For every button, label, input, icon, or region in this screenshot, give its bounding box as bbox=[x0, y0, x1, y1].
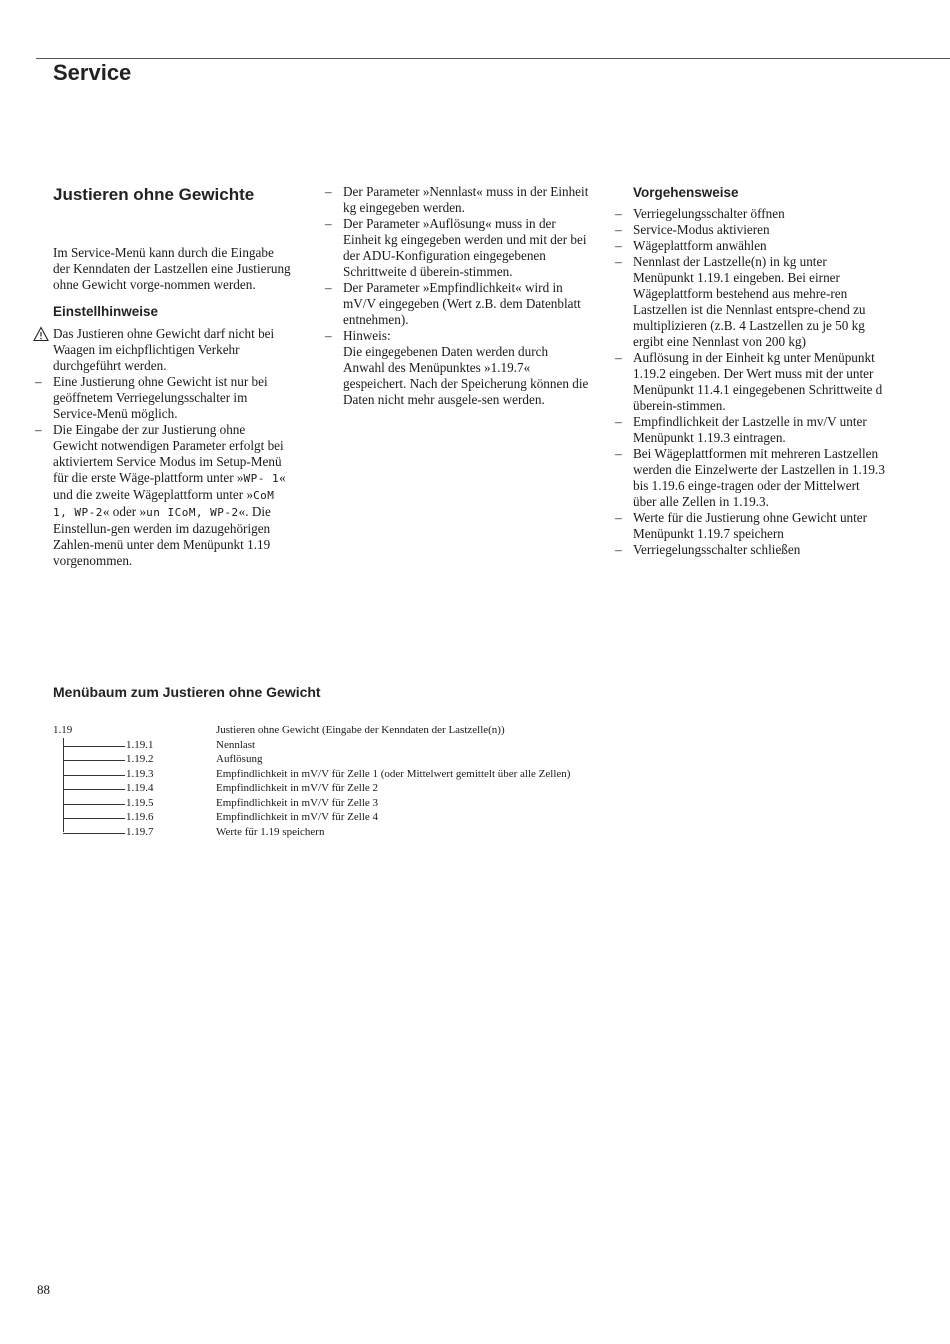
tree-branch-line bbox=[63, 789, 125, 790]
list-item-text: Wägeplattform anwählen bbox=[633, 238, 767, 253]
warning-triangle-icon bbox=[33, 326, 49, 342]
list-item-text: Verriegelungsschalter schließen bbox=[633, 542, 801, 557]
dash-bullet: – bbox=[615, 350, 622, 365]
parameter-list bbox=[325, 184, 590, 408]
list-item-text: «. Die Einstellun-gen werden im dazugehörigen Zahlen-menü unter dem Menüpunkt 1.19 vorgenommen. bbox=[53, 504, 271, 568]
subheading-einstellhinweise: Einstellhinweise bbox=[53, 304, 159, 319]
list-item-text: Empfindlichkeit der Lastzelle in mv/V unter Menüpunkt 1.19.3 eintragen. bbox=[633, 414, 867, 445]
list-item bbox=[615, 446, 885, 510]
hint-list bbox=[35, 326, 293, 569]
list-item bbox=[615, 238, 885, 254]
list-item-text: Die Eingabe der zur Justierung ohne Gewicht notwendigen Parameter erfolgt bei aktiviertem Service Modus im Setup-Menü für die erste Wäge-plattform unter » bbox=[53, 422, 284, 485]
dash-bullet: – bbox=[615, 222, 622, 237]
list-item bbox=[615, 254, 885, 350]
menu-tree bbox=[53, 723, 673, 839]
list-item bbox=[325, 216, 590, 280]
list-item bbox=[325, 184, 590, 216]
page-number: 88 bbox=[37, 1282, 50, 1297]
dash-bullet: – bbox=[615, 238, 622, 253]
intro-paragraph: Im Service-Menü kann durch die Eingabe der Kenndaten der Lastzellen eine Justierung ohne Gewicht vorge-nommen werden. bbox=[53, 245, 291, 292]
list-item bbox=[615, 222, 885, 238]
dash-bullet: – bbox=[615, 542, 622, 557]
column-middle bbox=[325, 184, 590, 408]
tree-root-number: 1.19 bbox=[53, 724, 73, 736]
list-item-text: Hinweis: bbox=[343, 328, 391, 343]
display-code-wp1: WP- 1 bbox=[243, 472, 280, 485]
tree-child-row bbox=[53, 825, 673, 840]
list-item-text: Werte für die Justierung ohne Gewicht unter Menüpunkt 1.19.7 speichern bbox=[633, 510, 868, 541]
list-item-text: Verriegelungsschalter öffnen bbox=[633, 206, 785, 221]
tree-child-row bbox=[53, 738, 673, 753]
header-rule bbox=[36, 58, 950, 59]
list-item-text: « und die zweite Wägeplattform unter » bbox=[53, 470, 286, 502]
tree-child-number: 1.19.7 bbox=[126, 825, 154, 838]
column-left bbox=[35, 185, 293, 569]
tree-child-row bbox=[53, 796, 673, 811]
list-item-text: Der Parameter »Auflösung« muss in der Einheit kg eingegeben werden und mit der bei der ADU-Konfiguration eingegebenen Schrittweite d überein-stimmen. bbox=[343, 216, 587, 279]
tree-child-description: Auflösung bbox=[216, 753, 263, 765]
dash-bullet: – bbox=[615, 254, 622, 269]
list-item-text: Bei Wägeplattformen mit mehreren Lastzellen werden die Einzelwerte der Lastzellen in 1.19.3 bis 1.19.6 einge-tragen oder der Mittelwert über alle Zellen in 1.19.3. bbox=[633, 446, 885, 509]
tree-child-number: 1.19.3 bbox=[126, 767, 154, 780]
tree-child-row bbox=[53, 810, 673, 825]
tree-child-description: Nennlast bbox=[216, 738, 256, 751]
dash-bullet: – bbox=[35, 374, 42, 389]
dash-bullet: – bbox=[615, 414, 622, 429]
tree-branch-line bbox=[63, 746, 125, 747]
display-code-unicom-wp2: un ICoM, WP-2 bbox=[146, 506, 239, 519]
list-item-text: Auflösung in der Einheit kg unter Menüpunkt 1.19.2 eingeben. Der Wert muss mit der unter Menüpunkt 11.4.1 eingegebenen Schrittweite d überein-stimmen. bbox=[633, 350, 883, 413]
column-right bbox=[615, 184, 885, 558]
tree-root-row bbox=[53, 723, 673, 738]
dash-bullet: – bbox=[325, 216, 332, 231]
dash-bullet: – bbox=[615, 510, 622, 525]
dash-bullet: – bbox=[35, 422, 42, 437]
section-heading: Justieren ohne Gewichte bbox=[53, 185, 255, 204]
warning-item bbox=[53, 326, 293, 374]
tree-child-description: Empfindlichkeit in mV/V für Zelle 1 (oder Mittelwert gemittelt über alle Zellen) bbox=[216, 767, 571, 780]
list-item-text: Service-Modus aktivieren bbox=[633, 222, 770, 237]
dash-bullet: – bbox=[325, 280, 332, 295]
display-code-com1-wp2: CoM 1, WP-2 bbox=[53, 489, 275, 519]
list-item-text: Nennlast der Lastzelle(n) in kg unter Menüpunkt 1.19.1 eingeben. Bei eirner Wägeplattform bestehend aus mehre-ren Lastzellen ist die Nennlast entspre-chend zu multiplizieren (z.B. 4 Lastzellen zu je 50 kg ergibt eine Nennlast von 200 kg) bbox=[633, 254, 866, 349]
tree-branch-line bbox=[63, 818, 125, 819]
list-item bbox=[325, 280, 590, 328]
list-item bbox=[615, 414, 885, 446]
tree-branch-line bbox=[63, 760, 125, 761]
list-item bbox=[615, 206, 885, 222]
note-text: Die eingegebenen Daten werden durch Anwahl des Menüpunktes »1.19.7« gespeichert. Nach der Speicherung können die Daten nicht mehr ausgele-sen werden. bbox=[343, 344, 589, 407]
tree-child-description: Empfindlichkeit in mV/V für Zelle 4 bbox=[216, 811, 379, 823]
tree-child-description: Empfindlichkeit in mV/V für Zelle 3 bbox=[216, 796, 379, 809]
list-item-text: Der Parameter »Empfindlichkeit« wird in mV/V eingegeben (Wert z.B. dem Datenblatt entnehmen). bbox=[343, 280, 581, 327]
tree-child-description: Empfindlichkeit in mV/V für Zelle 2 bbox=[216, 782, 379, 794]
procedure-list bbox=[615, 206, 885, 558]
list-item bbox=[325, 328, 590, 408]
dash-bullet: – bbox=[615, 206, 622, 221]
tree-child-number: 1.19.5 bbox=[126, 796, 154, 809]
list-item bbox=[615, 542, 885, 558]
tree-child-number: 1.19.2 bbox=[126, 753, 154, 765]
list-item bbox=[35, 422, 293, 569]
dash-bullet: – bbox=[325, 184, 332, 199]
tree-root-description: Justieren ohne Gewicht (Eingabe der Kenndaten der Lastzelle(n)) bbox=[216, 724, 505, 736]
list-item-text: « oder » bbox=[102, 504, 147, 519]
list-item-text: Der Parameter »Nennlast« muss in der Einheit kg eingegeben werden. bbox=[343, 184, 589, 215]
warning-text: Das Justieren ohne Gewicht darf nicht bei Waagen im eichpflichtigen Verkehr durchgeführt werden. bbox=[53, 326, 275, 373]
tree-child-row bbox=[53, 781, 673, 796]
dash-bullet: – bbox=[615, 446, 622, 461]
list-item bbox=[615, 510, 885, 542]
dash-bullet: – bbox=[325, 328, 332, 343]
list-item-text: Eine Justierung ohne Gewicht ist nur bei geöffnetem Verriegelungsschalter im Service-Menü möglich. bbox=[53, 374, 268, 421]
tree-trunk-line bbox=[63, 738, 64, 832]
subheading-vorgehensweise: Vorgehensweise bbox=[633, 185, 739, 200]
menu-tree-heading: Menübaum zum Justieren ohne Gewicht bbox=[53, 684, 321, 700]
list-item bbox=[615, 350, 885, 414]
tree-branch-line bbox=[63, 775, 125, 776]
tree-child-number: 1.19.6 bbox=[126, 811, 154, 823]
tree-child-row bbox=[53, 767, 673, 782]
tree-branch-line bbox=[63, 804, 125, 805]
page-section-title: Service bbox=[53, 60, 132, 85]
tree-branch-line bbox=[63, 833, 125, 834]
tree-child-description: Werte für 1.19 speichern bbox=[216, 825, 325, 838]
tree-child-number: 1.19.4 bbox=[126, 782, 154, 794]
tree-child-row bbox=[53, 752, 673, 767]
tree-child-number: 1.19.1 bbox=[126, 738, 154, 751]
list-item bbox=[35, 374, 293, 422]
